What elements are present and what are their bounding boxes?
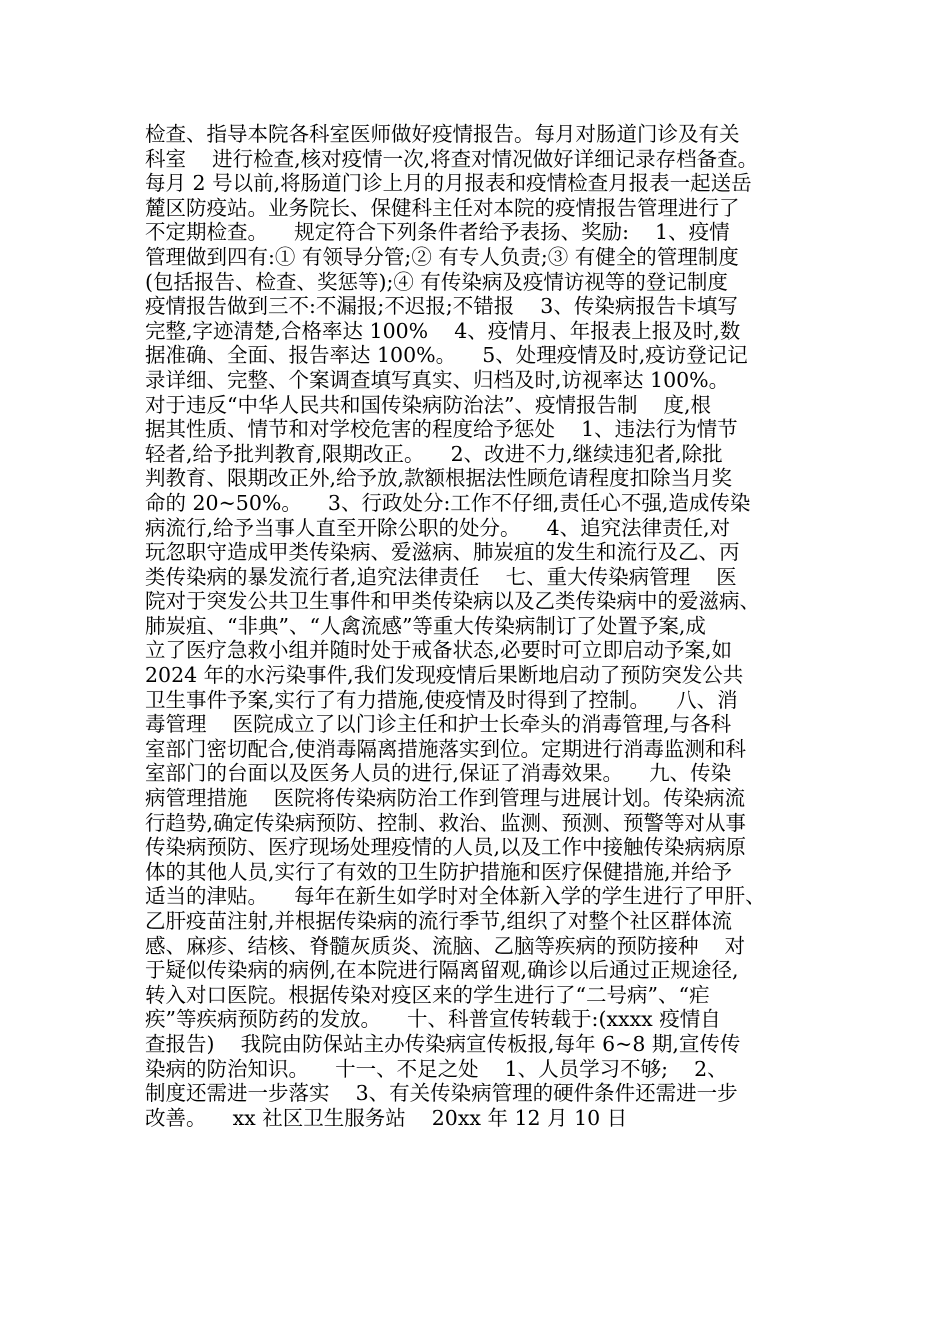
text-line: 玩忽职守造成甲类传染病、爱滋病、肺炭疽的发生和流行及乙、丙 xyxy=(145,540,740,565)
text-line: 判教育、限期改正外,给予放,款额根据法性顾危请程度扣除当月奖 xyxy=(145,466,733,491)
text-line: 轻者,给予批判教育,限期改正。 2、改进不力,继续违犯者,除批 xyxy=(145,441,723,466)
text-line: 肺炭疽、“非典”、“人禽流感”等重大传染病制订了处置予案,成 xyxy=(145,613,706,638)
text-line: 室部门密切配合,使消毒隔离措施落实到位。定期进行消毒监测和科 xyxy=(145,736,747,761)
text-line: 2024 年的水污染事件,我们发现疫情后果断地启动了预防突发公共 xyxy=(145,663,744,688)
text-line: 每月 2 号以前,将肠道门诊上月的月报表和疫情检查月报表一起送岳 xyxy=(145,171,752,196)
text-line: 类传染病的暴发流行者,追究法律责任 七、重大传染病管理 医 xyxy=(145,564,737,589)
text-line: 感、麻疹、结核、脊髓灰质炎、流脑、乙脑等疾病的预防接种 对 xyxy=(145,933,746,958)
text-line: 据其性质、情节和对学校危害的程度给予惩处 1、违法行为情节 xyxy=(145,417,738,442)
text-line: 改善。 xx 社区卫生服务站 20xx 年 12 月 10 日 xyxy=(145,1105,628,1130)
text-line: 院对于突发公共卫生事件和甲类传染病以及乙类传染病中的爱滋病、 xyxy=(145,589,760,614)
text-line: 疫情报告做到三不:不漏报;不迟报;不错报 3、传染病报告卡填写 xyxy=(145,294,738,319)
text-line: 转入对口医院。根据传染对疫区来的学生进行了“二号病”、“疟 xyxy=(145,982,710,1007)
text-line: 制度还需进一步落实 3、有关传染病管理的硬件条件还需进一步 xyxy=(145,1081,738,1106)
text-line: 命的 20~50%。 3、行政处分:工作不仔细,责任心不强,造成传染 xyxy=(145,490,751,515)
text-line: 麓区防疫站。业务院长、保健科主任对本院的疫情报告管理进行了 xyxy=(145,195,740,220)
text-line: 传染病预防、医疗现场处理疫情的人员,以及工作中接触传染病病原 xyxy=(145,835,747,860)
text-line: 不定期检查。 规定符合下列条件者给予表扬、奖励: 1、疫情 xyxy=(145,220,730,245)
text-line: 完整,字迹清楚,合格率达 100% 4、疫情月、年报表上报及时,数 xyxy=(145,318,741,343)
text-line: 乙肝疫苗注射,并根据传染病的流行季节,组织了对整个社区群体流 xyxy=(145,909,733,933)
text-line: 科室 进行检查,核对疫情一次,将查对情况做好详细记录存档备查。 xyxy=(145,146,759,171)
text-line: 毒管理 医院成立了以门诊主任和护士长牵头的消毒管理,与各科 xyxy=(145,712,732,737)
text-line: 立了医疗急救小组并随时处于戒备状态,必要时可立即启动予案,如 xyxy=(145,638,733,663)
body-text xyxy=(145,122,825,1130)
text-line: 对于违反“中华人民共和国传染病防治法”、疫情报告制 度,根 xyxy=(145,392,712,417)
text-line: 管理做到四有:① 有领导分管;② 有专人负责;③ 有健全的管理制度 xyxy=(145,244,739,269)
text-line: 行趋势,确定传染病预防、控制、救治、监测、预测、预警等对从事 xyxy=(145,810,747,835)
text-line: 检查、指导本院各科室医师做好疫情报告。每月对肠道门诊及有关 xyxy=(145,122,740,146)
text-line: 据准确、全面、报告率达 100%。 5、处理疫情及时,疫访登记记 xyxy=(145,343,748,368)
text-line: 适当的津贴。 每年在新生如学时对全体新入学的学生进行了甲肝、 xyxy=(145,884,766,909)
text-line: 查报告) 我院由防保站主办传染病宣传板报,每年 6~8 期,宣传传 xyxy=(145,1031,741,1056)
text-line: 染病的防治知识。 十一、不足之处 1、人员学习不够; 2、 xyxy=(145,1056,728,1081)
text-line: 室部门的台面以及医务人员的进行,保证了消毒效果。 九、传染 xyxy=(145,761,732,786)
text-line: 病流行,给予当事人直至开除公职的处分。 4、追究法律责任,对 xyxy=(145,515,731,540)
text-line: 卫生事件予案,实行了有力措施,使疫情及时得到了控制。 八、消 xyxy=(145,687,738,712)
text-line: (包括报告、检查、奖惩等);④ 有传染病及疫情访视等的登记制度 xyxy=(145,269,728,294)
text-line: 录详细、完整、个案调查填写真实、归档及时,访视率达 100%。 xyxy=(145,367,730,392)
text-line: 疾”等疾病预防药的发放。 十、科普宣传转载于:(xxxx 疫情自 xyxy=(145,1007,721,1032)
text-line: 体的其他人员,实行了有效的卫生防护措施和医疗保健措施,并给予 xyxy=(145,859,733,884)
text-line: 于疑似传染病的病例,在本院进行隔离留观,确诊以后通过正规途径, xyxy=(145,958,739,983)
text-line: 病管理措施 医院将传染病防治工作到管理与进展计划。传染病流 xyxy=(145,786,746,811)
